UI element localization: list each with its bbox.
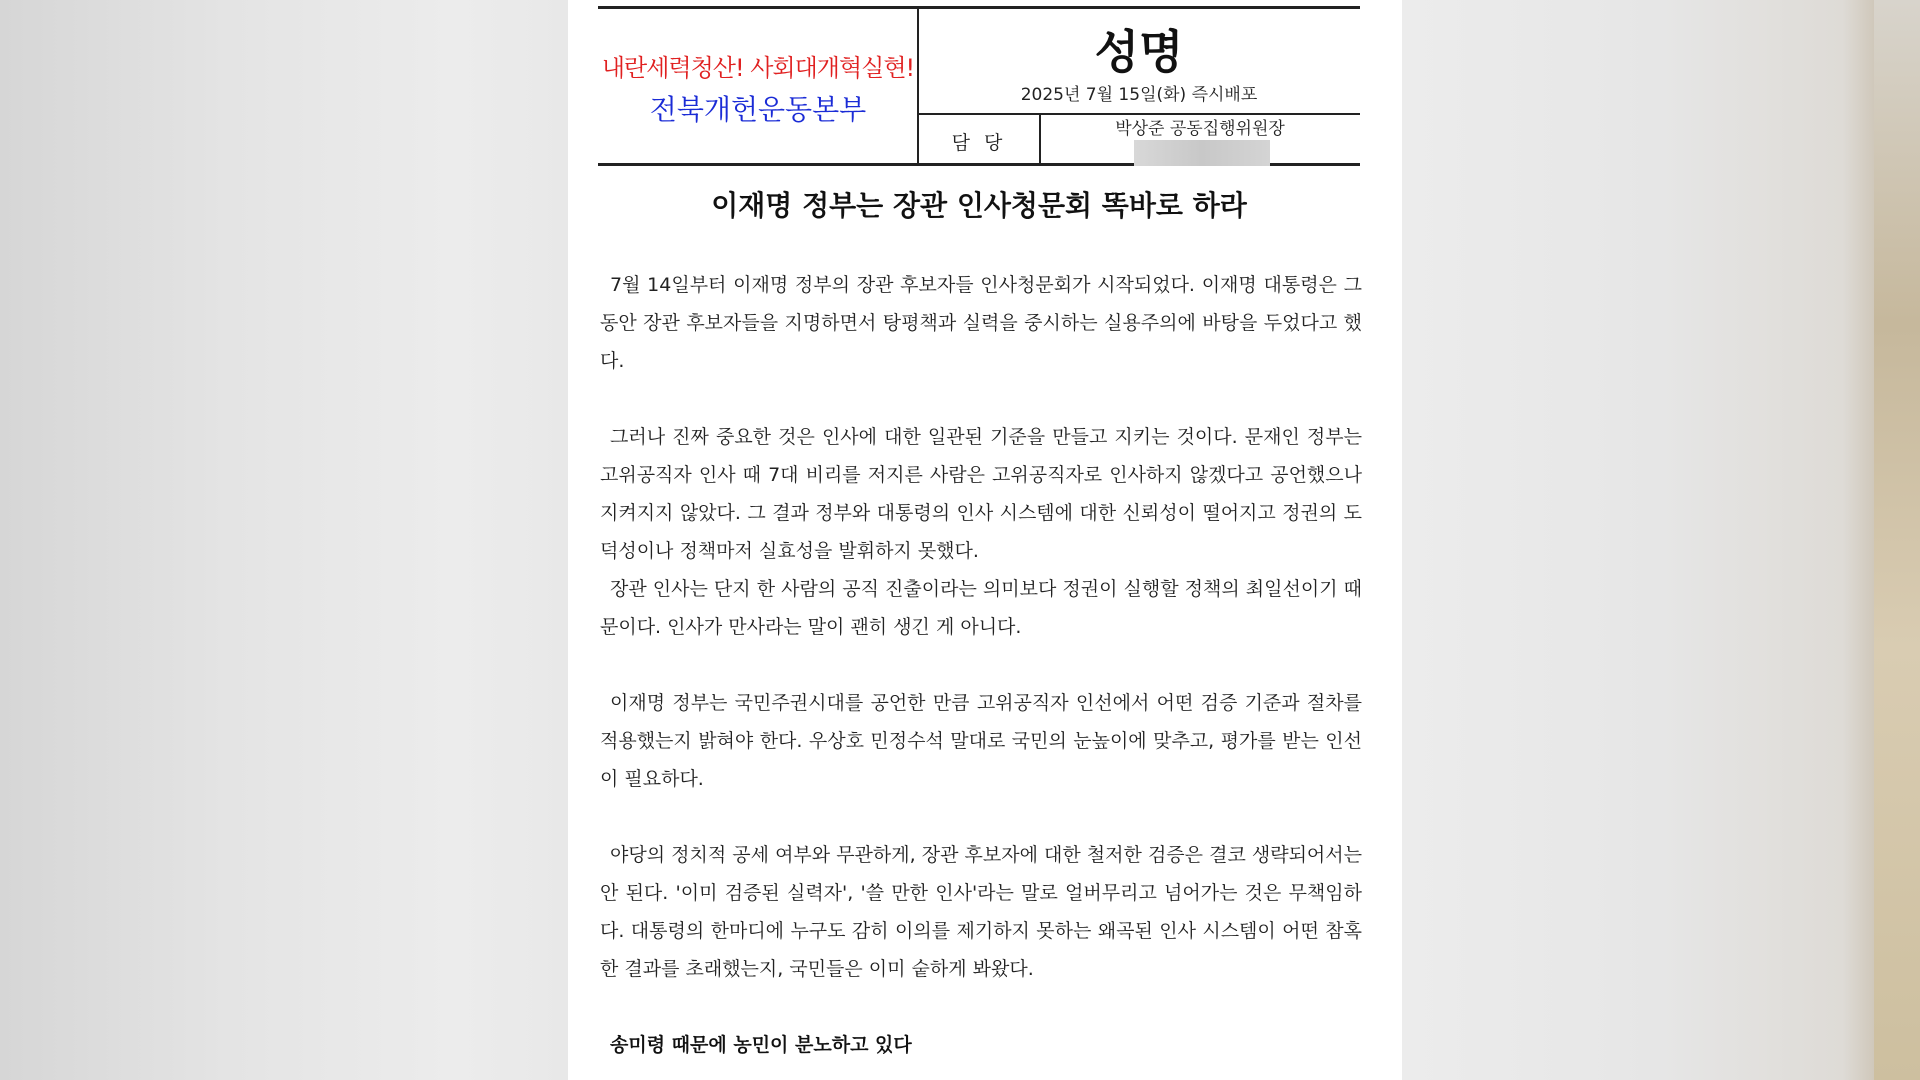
paragraph: 장관 인사는 단지 한 사람의 공직 진출이라는 의미보다 정권이 실행할 정책의 최일선이기 때문이다. 인사가 만사라는 말이 괜히 생긴 게 아니다.	[600, 578, 1362, 638]
slogan: 내란세력청산! 사회대개혁실현!	[601, 54, 915, 82]
paragraph: 그러나 진짜 중요한 것은 인사에 대한 일관된 기준을 만들고 지키는 것이다. 문재인 정부는 고위공직자 인사 때 7대 비리를 저지른 사람은 고위공직자로 인사하지 않겠다고 공언했으나 지켜지지 않았다. 그 결과 정부와 대통령의 인사 시스템에 대한 신뢰성이 떨어지고 정권의 도덕성이나 정책마저 실효성을 발휘하지 못했다.	[600, 426, 1362, 562]
header-table	[598, 6, 1360, 166]
redacted-contact	[1134, 140, 1270, 166]
paragraph: 이재명 정부는 국민주권시대를 공언한 만큼 고위공직자 인선에서 어떤 검증 기준과 절차를 적용했는지 밝혀야 한다. 우상호 민정수석 말대로 국민의 눈높이에 맞추고, 평가를 받는 인선이 필요하다.	[600, 692, 1362, 790]
background-left	[0, 0, 568, 1080]
paragraph: 야당의 정치적 공세 여부와 무관하게, 장관 후보자에 대한 철저한 검증은 결코 생략되어서는 안 된다. '이미 검증된 실력자', '쓸 만한 인사'라는 말로 얼버무리고 넘어가는 것은 무책임하다. 대통령의 한마디에 누구도 감히 이의를 제기하지 못하는 왜곡된 인사 시스템이 어떤 참혹한 결과를 초래했는지, 국민들은 이미 숱하게 봐왔다.	[600, 844, 1362, 980]
release-date: 2025년 7월 15일(화) 즉시배포	[1020, 85, 1258, 105]
contact-label: 담 당	[951, 132, 1007, 154]
document-body	[600, 266, 1362, 1064]
document-title: 이재명 정부는 장관 인사청문회 똑바로 하라	[711, 189, 1247, 222]
header-top-rule	[598, 6, 1360, 9]
contact-name: 박상준 공동집행위원장	[1115, 119, 1285, 139]
document-page	[568, 0, 1402, 1080]
paragraph: 7월 14일부터 이재명 정부의 장관 후보자들 인사청문회가 시작되었다. 이재명 대통령은 그동안 장관 후보자들을 지명하면서 탕평책과 실력을 중시하는 실용주의에 바탕을 두었다고 했다.	[600, 274, 1362, 372]
document-type: 성명	[1094, 25, 1184, 79]
background-photo-strip	[1874, 0, 1920, 1080]
organization-name: 전북개헌운동본부	[649, 93, 867, 126]
background-right	[1402, 0, 1920, 1080]
section-subheading: 송미령 때문에 농민이 분노하고 있다	[610, 1034, 912, 1056]
